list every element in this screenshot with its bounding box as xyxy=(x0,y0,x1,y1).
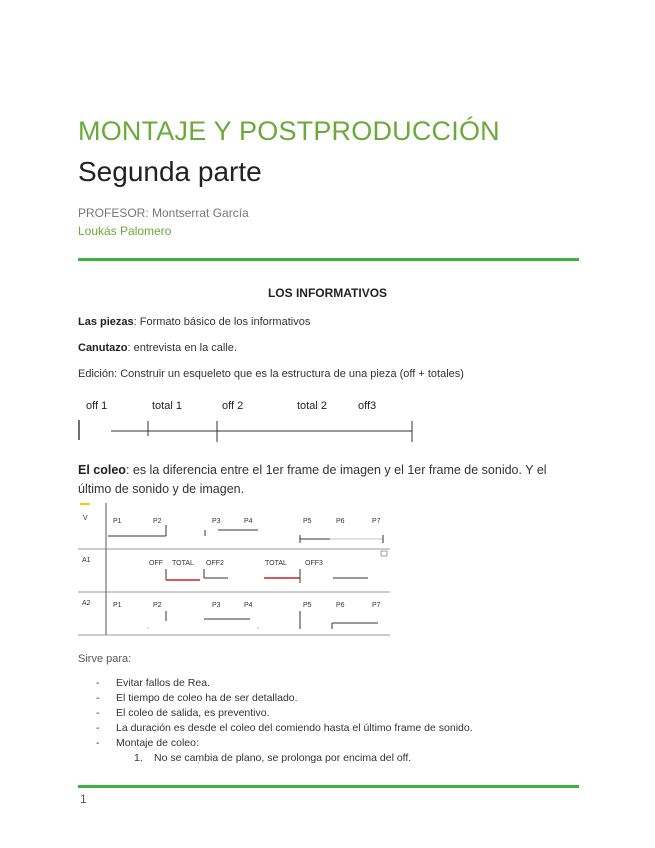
list-item: - Montaje de coleo: xyxy=(96,737,199,749)
author-name: Loukás Palomero xyxy=(78,224,172,238)
a1-label-total2: TOTAL xyxy=(265,560,287,567)
accent-marker xyxy=(80,503,90,505)
a1-label-off3: OFF3 xyxy=(305,560,323,567)
edit-timeline-diagram xyxy=(75,396,420,446)
timeline-label-off2: off 2 xyxy=(222,400,244,412)
paragraph-piezas xyxy=(78,316,310,328)
coleo-track-diagram xyxy=(78,503,392,637)
a2-label-p4: P4 xyxy=(244,602,253,609)
coleo-label: El coleo xyxy=(78,463,126,477)
v-label-p5: P5 xyxy=(303,518,312,525)
a1-label-off: OFF xyxy=(149,560,163,567)
a1-label-off2: OFF2 xyxy=(206,560,224,567)
timeline-label-total2: total 2 xyxy=(297,400,327,412)
timeline-label-total1: total 1 xyxy=(152,400,182,412)
timeline-label-off3: off3 xyxy=(358,400,377,412)
track-label-a2: A2 xyxy=(82,600,91,607)
uses-intro: Sirve para: xyxy=(78,653,132,665)
v-label-p1: P1 xyxy=(113,518,122,525)
list-item: - Evitar fallos de Rea. xyxy=(96,677,210,689)
a2-label-p5: P5 xyxy=(303,602,312,609)
uses-list xyxy=(96,677,473,767)
paragraph-edicion: Edición: Construir un esqueleto que es la estructura de una pieza (off + totales) xyxy=(78,368,464,380)
a2-label-p2: P2 xyxy=(153,602,162,609)
a2-label-p3: P3 xyxy=(212,602,221,609)
paragraph-canutazo xyxy=(78,342,237,354)
list-item: - El tiempo de coleo ha de ser detallado. xyxy=(96,692,298,704)
track-label-a1: A1 xyxy=(82,557,91,564)
timeline-label-off1: off 1 xyxy=(86,400,108,412)
list-item: - La duración es desde el coleo del comiendo hasta el último frame de sonido. xyxy=(96,722,473,734)
coleo-text: : es la diferencia entre el 1er frame de imagen y el 1er frame de sonido. Y el último de sonido y de imagen. xyxy=(78,463,547,496)
v-label-p7: P7 xyxy=(372,518,381,525)
page-number: 1 xyxy=(80,792,87,806)
header-divider xyxy=(78,258,579,261)
section-heading: LOS INFORMATIVOS xyxy=(267,286,388,300)
piezas-text: : Formato básico de los informativos xyxy=(133,316,311,328)
a2-label-p1: P1 xyxy=(113,602,122,609)
professor-line: PROFESOR: Montserrat García xyxy=(78,206,249,220)
document-subtitle: Segunda parte xyxy=(78,156,262,187)
v-label-p2: P2 xyxy=(153,518,162,525)
coleo-paragraph xyxy=(78,461,583,499)
list-item: - El coleo de salida, es preventivo. xyxy=(96,707,270,719)
list-subitem: 1. No se cambia de plano, se prolonga por encima del off. xyxy=(134,752,412,764)
canutazo-text: : entrevista en la calle. xyxy=(127,342,237,354)
a2-label-p7: P7 xyxy=(372,602,381,609)
v-label-p3: P3 xyxy=(212,518,221,525)
v-label-p6: P6 xyxy=(336,518,345,525)
v-label-p4: P4 xyxy=(244,518,253,525)
a1-label-total: TOTAL xyxy=(172,560,194,567)
footer-divider xyxy=(78,785,579,788)
a2-label-p6: P6 xyxy=(336,602,345,609)
canutazo-label: Canutazo xyxy=(78,342,128,354)
track-label-v: V xyxy=(83,515,88,522)
piezas-label: Las piezas xyxy=(78,316,134,328)
document-title: MONTAJE Y POSTPRODUCCIÓN xyxy=(78,116,500,146)
